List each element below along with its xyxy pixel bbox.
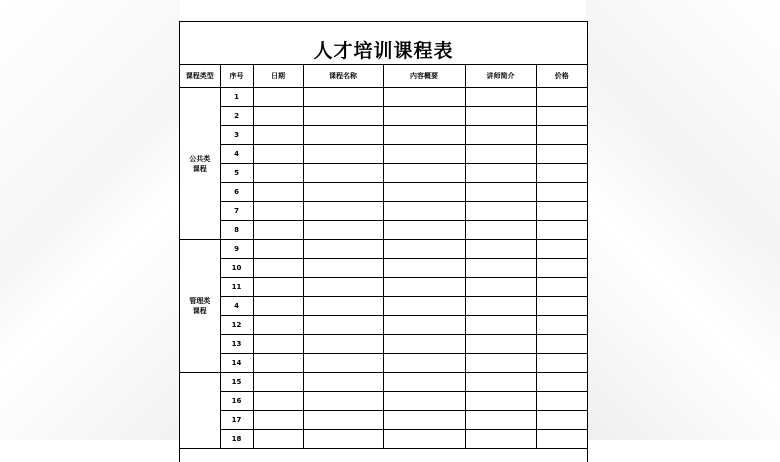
price-cell[interactable]	[536, 221, 587, 240]
row-number: 11	[220, 278, 253, 297]
header-row	[180, 65, 587, 88]
category-label: 管理类	[189, 297, 211, 305]
course-name-cell[interactable]	[303, 202, 383, 221]
price-cell[interactable]	[536, 278, 587, 297]
lecturer-cell[interactable]	[465, 88, 536, 107]
row-number: 5	[220, 164, 253, 183]
course-name-cell[interactable]	[303, 316, 383, 335]
lecturer-cell[interactable]	[465, 335, 536, 354]
lecturer-cell[interactable]	[465, 354, 536, 373]
date-cell[interactable]	[253, 88, 303, 107]
table-row	[180, 145, 587, 164]
summary-cell[interactable]	[383, 354, 465, 373]
price-cell[interactable]	[536, 392, 587, 411]
header-number: 序号	[220, 65, 253, 88]
course-table	[180, 65, 587, 449]
lecturer-cell[interactable]	[465, 164, 536, 183]
summary-cell[interactable]	[383, 297, 465, 316]
course-name-cell[interactable]	[303, 297, 383, 316]
course-name-cell[interactable]	[303, 411, 383, 430]
table-body	[180, 88, 587, 449]
price-cell[interactable]	[536, 183, 587, 202]
date-cell[interactable]	[253, 202, 303, 221]
lecturer-cell[interactable]	[465, 145, 536, 164]
summary-cell[interactable]	[383, 335, 465, 354]
table-row	[180, 126, 587, 145]
table-row	[180, 430, 587, 449]
summary-cell[interactable]	[383, 392, 465, 411]
summary-cell[interactable]	[383, 240, 465, 259]
lecturer-cell[interactable]	[465, 297, 536, 316]
price-cell[interactable]	[536, 297, 587, 316]
row-number: 13	[220, 335, 253, 354]
table-row	[180, 88, 587, 107]
table-row	[180, 107, 587, 126]
course-name-cell[interactable]	[303, 221, 383, 240]
category-label: 课程	[192, 307, 207, 315]
date-cell[interactable]	[253, 354, 303, 373]
summary-cell[interactable]	[383, 411, 465, 430]
summary-cell[interactable]	[383, 164, 465, 183]
lecturer-cell[interactable]	[465, 202, 536, 221]
header-date: 日期	[253, 65, 303, 88]
lecturer-cell[interactable]	[465, 107, 536, 126]
category-cell	[180, 88, 220, 240]
course-name-cell[interactable]	[303, 259, 383, 278]
date-cell[interactable]	[253, 278, 303, 297]
date-cell[interactable]	[253, 145, 303, 164]
course-name-cell[interactable]	[303, 164, 383, 183]
lecturer-cell[interactable]	[465, 392, 536, 411]
summary-cell[interactable]	[383, 221, 465, 240]
lecturer-cell[interactable]	[465, 373, 536, 392]
background-left	[0, 0, 180, 440]
course-name-cell[interactable]	[303, 278, 383, 297]
row-number: 1	[220, 88, 253, 107]
page-title: 人才培训课程表	[313, 40, 454, 62]
header-course-name: 课程名称	[303, 65, 383, 88]
row-number: 10	[220, 259, 253, 278]
row-number: 8	[220, 221, 253, 240]
table-row	[180, 259, 587, 278]
table-row	[180, 240, 587, 259]
lecturer-cell[interactable]	[465, 259, 536, 278]
course-name-cell[interactable]	[303, 335, 383, 354]
header-lecturer: 讲师简介	[465, 65, 536, 88]
course-name-cell[interactable]	[303, 373, 383, 392]
row-number: 7	[220, 202, 253, 221]
table-row	[180, 202, 587, 221]
row-number: 15	[220, 373, 253, 392]
date-cell[interactable]	[253, 183, 303, 202]
row-number: 2	[220, 107, 253, 126]
table-row	[180, 316, 587, 335]
summary-cell[interactable]	[383, 373, 465, 392]
price-cell[interactable]	[536, 88, 587, 107]
lecturer-cell[interactable]	[465, 221, 536, 240]
price-cell[interactable]	[536, 240, 587, 259]
summary-cell[interactable]	[383, 259, 465, 278]
price-cell[interactable]	[536, 354, 587, 373]
date-cell[interactable]	[253, 107, 303, 126]
summary-cell[interactable]	[383, 202, 465, 221]
header-category: 课程类型	[180, 65, 220, 88]
row-number: 6	[220, 183, 253, 202]
price-cell[interactable]	[536, 411, 587, 430]
date-cell[interactable]	[253, 297, 303, 316]
summary-cell[interactable]	[383, 88, 465, 107]
lecturer-cell[interactable]	[465, 411, 536, 430]
row-number: 4	[220, 297, 253, 316]
table-row	[180, 183, 587, 202]
lecturer-cell[interactable]	[465, 240, 536, 259]
row-number: 18	[220, 430, 253, 449]
date-cell[interactable]	[253, 240, 303, 259]
table-row	[180, 411, 587, 430]
price-cell[interactable]	[536, 126, 587, 145]
date-cell[interactable]	[253, 392, 303, 411]
summary-cell[interactable]	[383, 145, 465, 164]
price-cell[interactable]	[536, 373, 587, 392]
row-number: 12	[220, 316, 253, 335]
course-name-cell[interactable]	[303, 240, 383, 259]
course-name-cell[interactable]	[303, 145, 383, 164]
table-row	[180, 221, 587, 240]
table-row	[180, 164, 587, 183]
date-cell[interactable]	[253, 335, 303, 354]
price-cell[interactable]	[536, 145, 587, 164]
course-name-cell[interactable]	[303, 430, 383, 449]
date-cell[interactable]	[253, 259, 303, 278]
table-row	[180, 354, 587, 373]
row-number: 3	[220, 126, 253, 145]
summary-cell[interactable]	[383, 316, 465, 335]
summary-cell[interactable]	[383, 430, 465, 449]
price-cell[interactable]	[536, 430, 587, 449]
course-table-sheet	[179, 21, 588, 462]
row-number: 17	[220, 411, 253, 430]
price-cell[interactable]	[536, 107, 587, 126]
table-row	[180, 278, 587, 297]
date-cell[interactable]	[253, 373, 303, 392]
course-name-cell[interactable]	[303, 183, 383, 202]
lecturer-cell[interactable]	[465, 126, 536, 145]
course-name-cell[interactable]	[303, 354, 383, 373]
header-summary: 内容概要	[383, 65, 465, 88]
row-number: 9	[220, 240, 253, 259]
date-cell[interactable]	[253, 126, 303, 145]
table-row	[180, 373, 587, 392]
price-cell[interactable]	[536, 164, 587, 183]
category-label: 课程	[192, 164, 207, 173]
course-name-cell[interactable]	[303, 107, 383, 126]
summary-cell[interactable]	[383, 183, 465, 202]
date-cell[interactable]	[253, 221, 303, 240]
header-price: 价格	[536, 65, 587, 88]
row-number: 4	[220, 145, 253, 164]
row-number: 14	[220, 354, 253, 373]
summary-cell[interactable]	[383, 278, 465, 297]
background-right	[586, 0, 780, 440]
category-cell	[180, 240, 220, 373]
category-label: 公共类	[189, 154, 211, 163]
title-bar	[180, 22, 587, 65]
date-cell[interactable]	[253, 430, 303, 449]
price-cell[interactable]	[536, 259, 587, 278]
table-row	[180, 392, 587, 411]
lecturer-cell[interactable]	[465, 278, 536, 297]
row-number: 16	[220, 392, 253, 411]
table-row	[180, 335, 587, 354]
summary-cell[interactable]	[383, 107, 465, 126]
summary-cell[interactable]	[383, 126, 465, 145]
date-cell[interactable]	[253, 411, 303, 430]
course-name-cell[interactable]	[303, 126, 383, 145]
lecturer-cell[interactable]	[465, 316, 536, 335]
date-cell[interactable]	[253, 316, 303, 335]
lecturer-cell[interactable]	[465, 430, 536, 449]
category-cell	[180, 373, 220, 449]
price-cell[interactable]	[536, 335, 587, 354]
date-cell[interactable]	[253, 164, 303, 183]
course-name-cell[interactable]	[303, 392, 383, 411]
price-cell[interactable]	[536, 202, 587, 221]
table-row	[180, 297, 587, 316]
lecturer-cell[interactable]	[465, 183, 536, 202]
price-cell[interactable]	[536, 316, 587, 335]
course-name-cell[interactable]	[303, 88, 383, 107]
